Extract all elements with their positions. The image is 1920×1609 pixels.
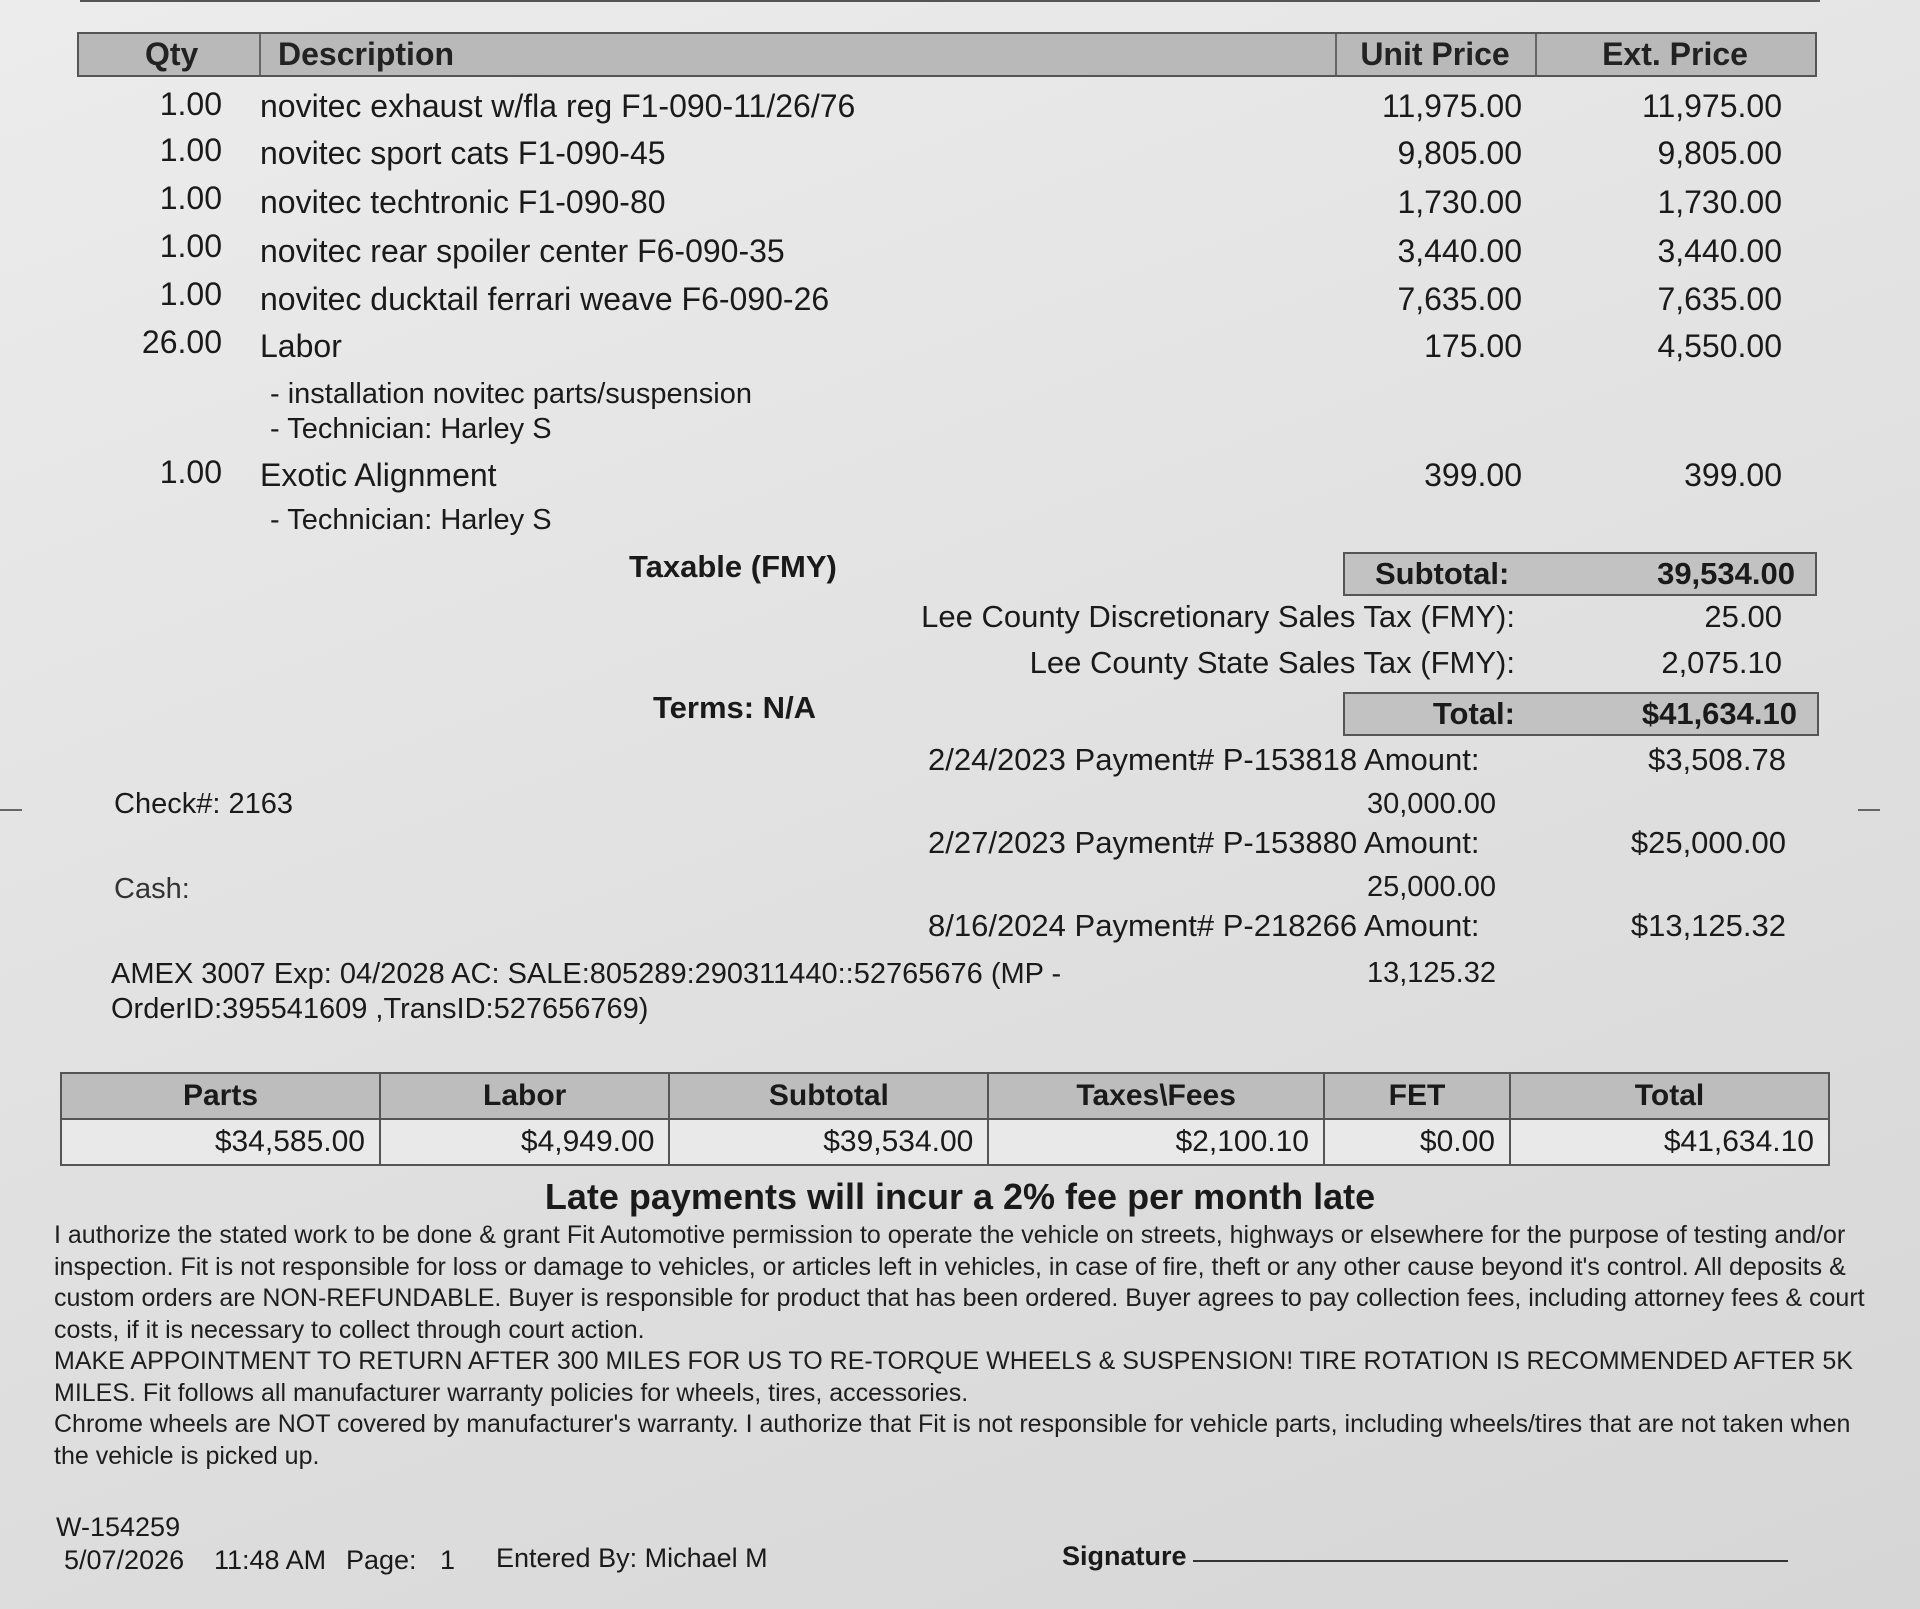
- line-items-header: [77, 32, 1817, 77]
- total-label: Total:: [1432, 696, 1515, 731]
- item-ext-price: 7,635.00: [1657, 281, 1782, 317]
- payment-line: 8/16/2024 Payment# P-218266 Amount:: [928, 908, 1480, 943]
- labor-note: - Technician: Harley S: [270, 413, 552, 445]
- top-rule: [80, 0, 1820, 2]
- item-unit-price: 11,975.00: [1382, 88, 1522, 124]
- header-description: Description: [278, 36, 455, 72]
- subtotal-label: Subtotal:: [1375, 556, 1510, 591]
- item-unit-price: 175.00: [1424, 328, 1522, 364]
- summary-header: Labor: [380, 1073, 669, 1119]
- entered-by: Entered By: Michael M: [496, 1543, 768, 1573]
- terms-paragraph: MAKE APPOINTMENT TO RETURN AFTER 300 MILES FOR US TO RE-TORQUE WHEELS & SUSPENSION! TIRE ROTATION IS RECOMMENDED AFTER 5K MILES. Fit follows all manufacturer warranty policies for wheels, tires, accessories.: [54, 1347, 1853, 1407]
- summary-value: $4,949.00: [380, 1119, 669, 1165]
- tax-label: Lee County State Sales Tax (FMY):: [1029, 645, 1515, 680]
- tax-value: 25.00: [1704, 599, 1782, 634]
- terms-paragraph: I authorize the stated work to be done & grant Fit Automotive permission to operate the vehicle on streets, highways or elsewhere for the purpose of testing and/or inspection. Fit is not responsible for loss or damage to vehicles, or articles left in vehicles, in case of fire, theft or any other cause beyond it's control. All deposits & custom orders are NON-REFUNDABLE. Buyer is responsible for product that has been ordered. Buyer agrees to pay collection fees, including attorney fees & court costs, if it is necessary to collect through court action.: [54, 1221, 1865, 1344]
- work-order-number: W-154259: [56, 1512, 181, 1542]
- taxable-label: Taxable (FMY): [629, 549, 837, 584]
- payment-amount: $3,508.78: [1648, 742, 1786, 777]
- item-ext-price: 1,730.00: [1657, 184, 1782, 220]
- item-description: novitec sport cats F1-090-45: [260, 135, 666, 171]
- item-description: Labor: [260, 328, 342, 364]
- summary-header: Parts: [61, 1073, 380, 1119]
- item-unit-price: 399.00: [1424, 457, 1522, 493]
- item-ext-price: 399.00: [1684, 457, 1782, 493]
- summary-table: [60, 1072, 1830, 1166]
- item-qty: 1.00: [159, 454, 222, 490]
- item-description: novitec ducktail ferrari weave F6-090-26: [260, 281, 830, 317]
- payment-line: 2/27/2023 Payment# P-153880 Amount:: [928, 825, 1480, 860]
- margin-mark: [0, 809, 22, 811]
- item-description: novitec exhaust w/fla reg F1-090-11/26/76: [260, 88, 856, 124]
- signature-label: Signature: [1062, 1541, 1187, 1571]
- summary-value: $2,100.10: [988, 1119, 1324, 1165]
- cash-label: Cash:: [114, 873, 190, 905]
- item-qty: 1.00: [159, 276, 222, 312]
- item-ext-price: 4,550.00: [1657, 328, 1782, 364]
- summary-value: $34,585.00: [61, 1119, 380, 1165]
- payment-line: 2/24/2023 Payment# P-153818 Amount:: [928, 742, 1480, 777]
- check-number: Check#: 2163: [114, 788, 293, 820]
- item-description: novitec techtronic F1-090-80: [260, 184, 666, 220]
- total-value: $41,634.10: [1641, 696, 1797, 731]
- header-divider: [259, 34, 261, 75]
- signature-line: [1193, 1560, 1788, 1562]
- header-qty: Qty: [145, 36, 199, 72]
- summary-header: Taxes\Fees: [988, 1073, 1324, 1119]
- labor-note: - installation novitec parts/suspension: [270, 378, 752, 410]
- item-unit-price: 1,730.00: [1397, 184, 1522, 220]
- payment-tendered: 25,000.00: [1366, 871, 1496, 903]
- amex-line: AMEX 3007 Exp: 04/2028 AC: SALE:805289:290311440::52765676 (MP -: [111, 958, 1062, 990]
- subtotal-box: [1343, 552, 1817, 596]
- item-qty: 1.00: [159, 132, 222, 168]
- item-qty: 26.00: [141, 324, 222, 360]
- summary-value: $41,634.10: [1510, 1119, 1829, 1165]
- item-ext-price: 3,440.00: [1657, 233, 1782, 269]
- terms-and-conditions: [54, 1220, 1884, 1472]
- page-number: 1: [440, 1545, 456, 1575]
- item-qty: 1.00: [159, 228, 222, 264]
- terms-label: Terms: N/A: [653, 690, 817, 725]
- item-qty: 1.00: [159, 180, 222, 216]
- tax-label: Lee County Discretionary Sales Tax (FMY):: [921, 599, 1515, 634]
- summary-value-row: [61, 1119, 1829, 1165]
- summary-header: FET: [1324, 1073, 1510, 1119]
- late-payment-notice: Late payments will incur a 2% fee per month late: [544, 1176, 1376, 1217]
- header-ext-price: Ext. Price: [1602, 36, 1748, 72]
- amex-line: OrderID:395541609 ,TransID:527656769): [111, 993, 649, 1025]
- summary-header-row: [61, 1073, 1829, 1119]
- tax-value: 2,075.10: [1661, 645, 1782, 680]
- subtotal-value: 39,534.00: [1657, 556, 1795, 591]
- item-qty: 1.00: [159, 86, 222, 122]
- payment-amount: $25,000.00: [1630, 825, 1786, 860]
- summary-value: $0.00: [1324, 1119, 1510, 1165]
- item-ext-price: 9,805.00: [1657, 135, 1782, 171]
- item-unit-price: 3,440.00: [1397, 233, 1522, 269]
- summary-header: Total: [1510, 1073, 1829, 1119]
- item-ext-price: 11,975.00: [1642, 88, 1782, 124]
- summary-header: Subtotal: [669, 1073, 988, 1119]
- total-box: [1343, 692, 1819, 736]
- item-unit-price: 9,805.00: [1397, 135, 1522, 171]
- item-unit-price: 7,635.00: [1397, 281, 1522, 317]
- terms-paragraph: Chrome wheels are NOT covered by manufacturer's warranty. I authorize that Fit is not responsible for vehicle parts, including wheels/tires that are not taken when the vehicle is picked up.: [54, 1410, 1851, 1470]
- item-description: Exotic Alignment: [260, 457, 497, 493]
- payment-amount: $13,125.32: [1630, 908, 1786, 943]
- item-description: novitec rear spoiler center F6-090-35: [260, 233, 785, 269]
- payment-tendered: 30,000.00: [1366, 788, 1496, 820]
- payment-tendered: 13,125.32: [1366, 957, 1496, 989]
- margin-mark: [1858, 809, 1880, 811]
- print-date: 5/07/2026: [64, 1545, 185, 1575]
- page-label: Page:: [346, 1545, 417, 1575]
- print-time: 11:48 AM: [214, 1545, 327, 1575]
- alignment-note: - Technician: Harley S: [270, 504, 552, 536]
- header-unit-price: Unit Price: [1360, 36, 1510, 72]
- summary-value: $39,534.00: [669, 1119, 988, 1165]
